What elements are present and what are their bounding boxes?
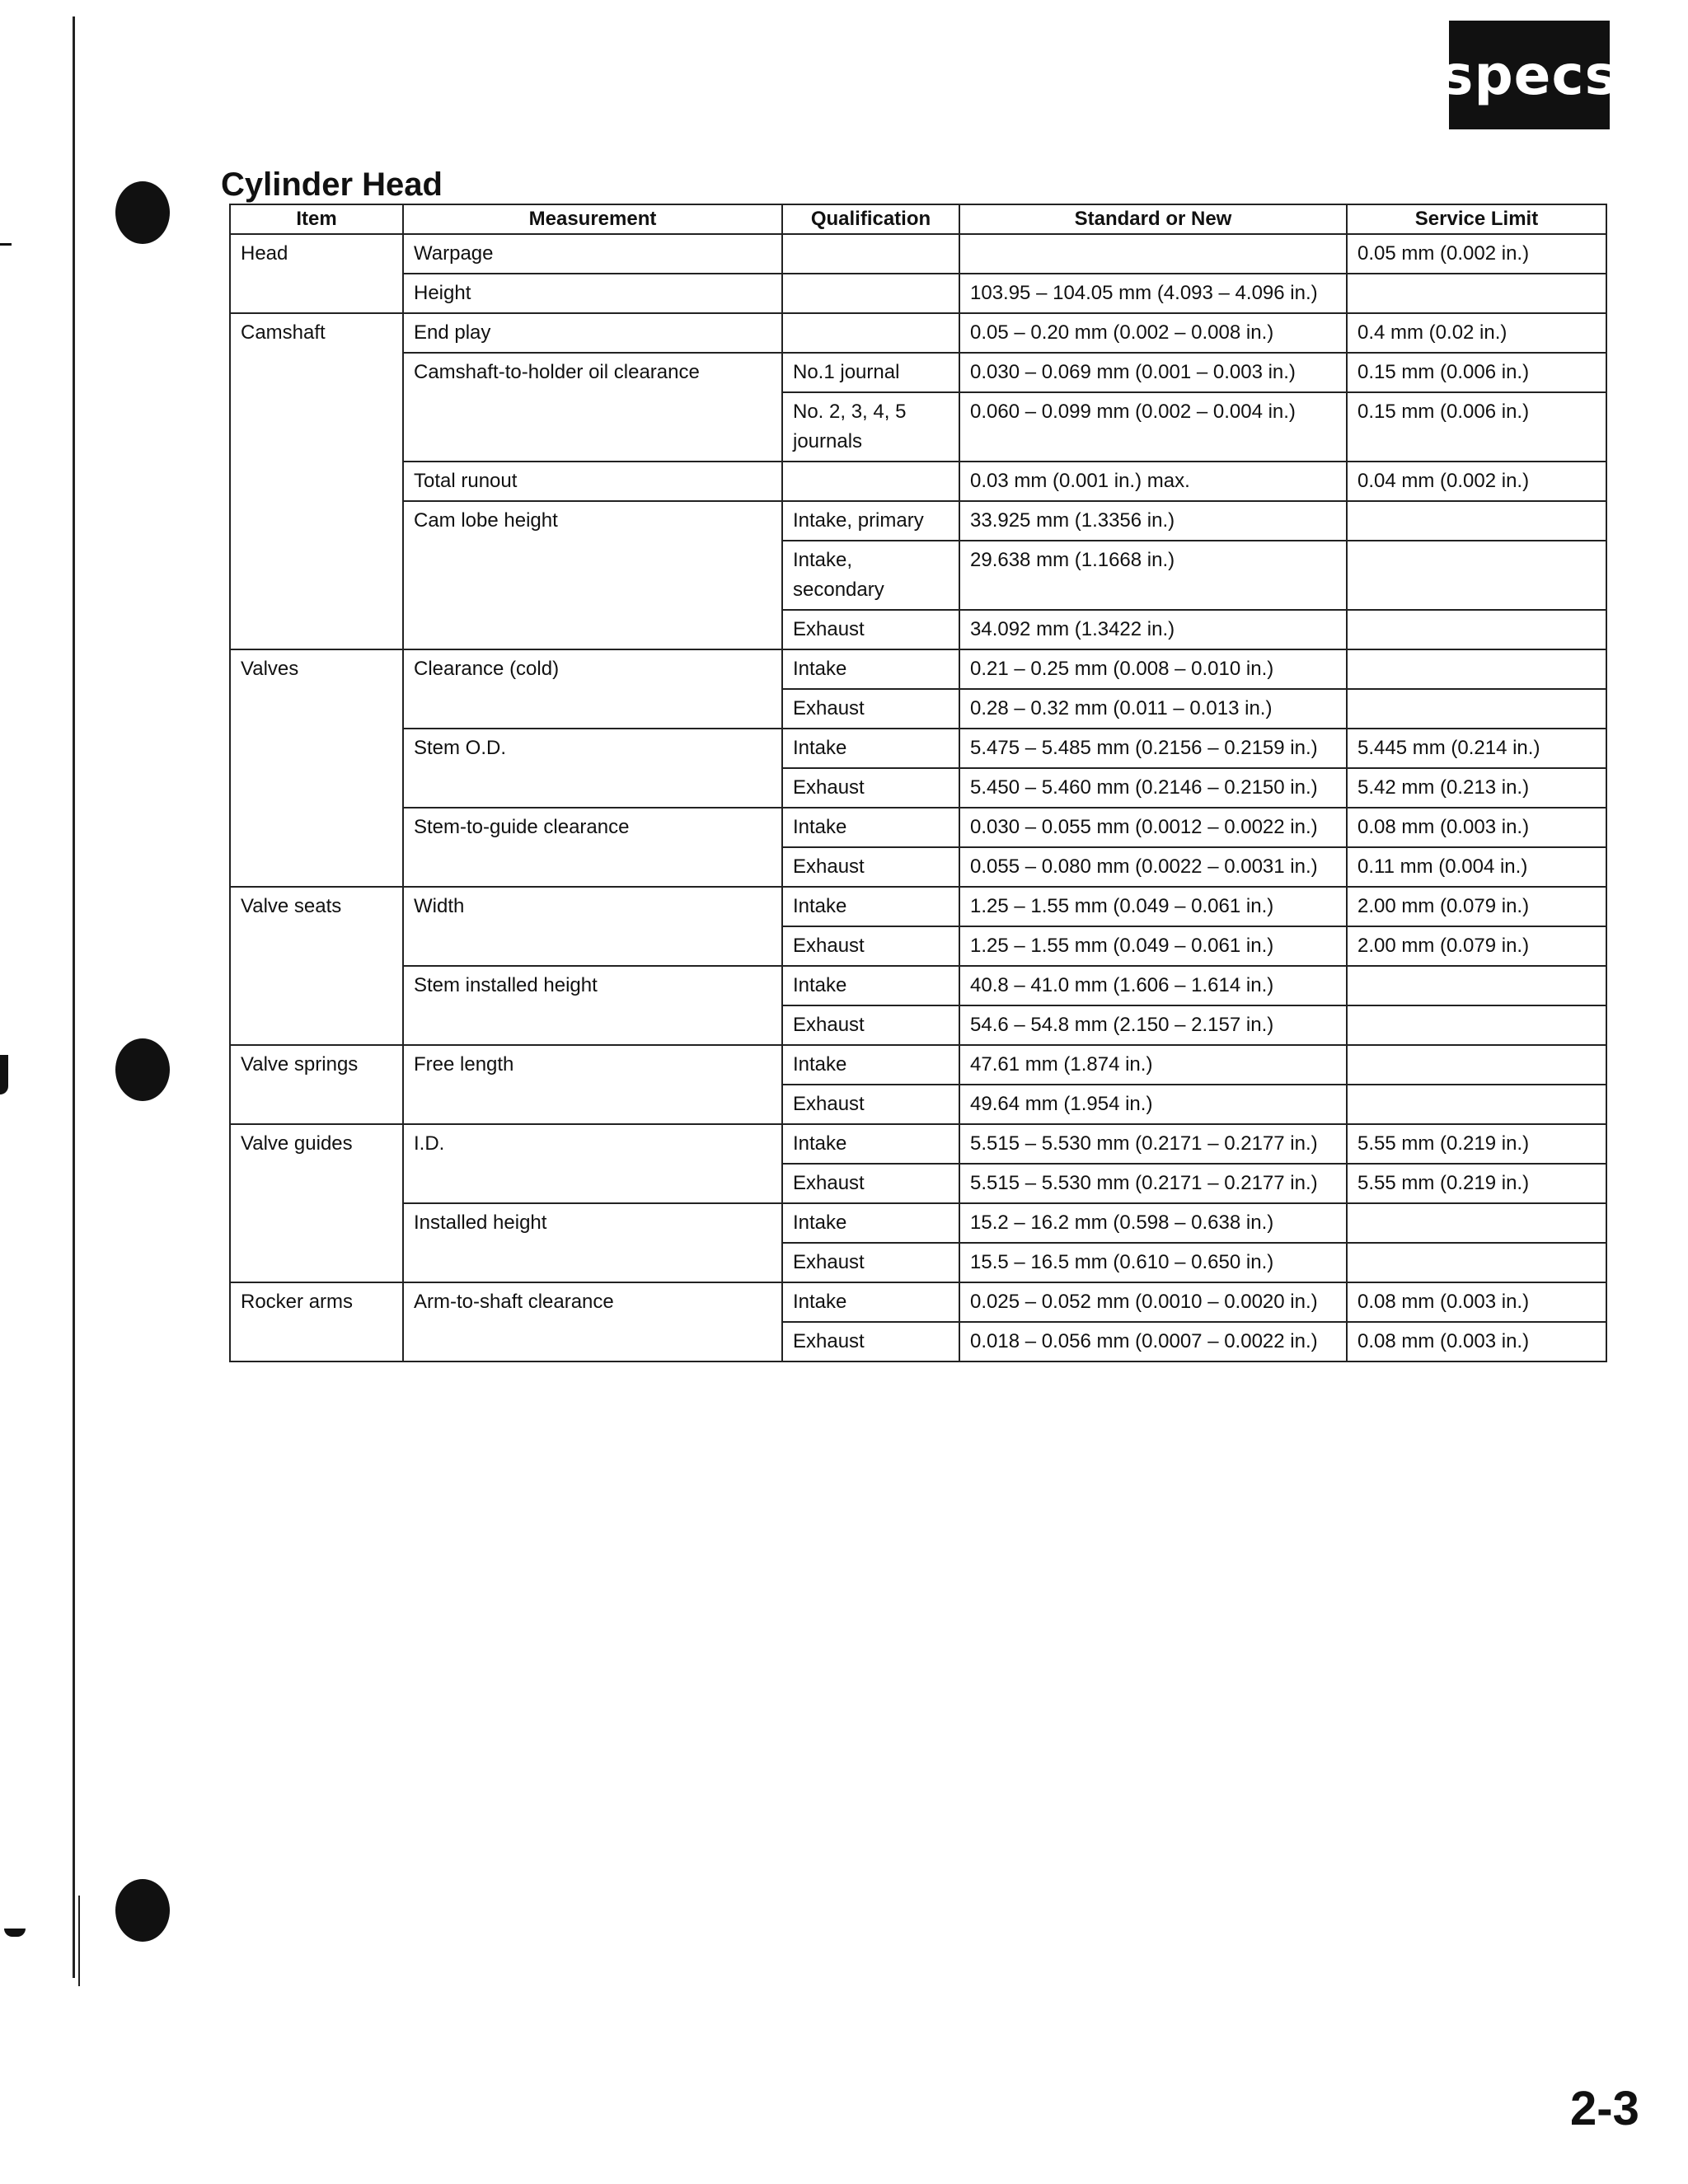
limit-cell — [1347, 689, 1606, 729]
measurement-cell: Warpage — [403, 234, 782, 274]
table-row — [230, 313, 1606, 353]
standard-cell: 34.092 mm (1.3422 in.) — [959, 610, 1347, 649]
table-row — [230, 1282, 1606, 1322]
item-cell: Head — [230, 234, 403, 313]
standard-cell: 47.61 mm (1.874 in.) — [959, 1045, 1347, 1085]
standard-cell: 29.638 mm (1.1668 in.) — [959, 541, 1347, 610]
table-row — [230, 887, 1606, 926]
edge-mark — [4, 1929, 26, 1937]
limit-cell — [1347, 1085, 1606, 1124]
limit-cell — [1347, 649, 1606, 689]
standard-cell — [959, 234, 1347, 274]
qualification-cell: Intake — [782, 649, 959, 689]
standard-cell: 0.030 – 0.069 mm (0.001 – 0.003 in.) — [959, 353, 1347, 392]
limit-cell: 0.04 mm (0.002 in.) — [1347, 462, 1606, 501]
qualification-cell: Intake — [782, 966, 959, 1005]
standard-cell: 5.515 – 5.530 mm (0.2171 – 0.2177 in.) — [959, 1164, 1347, 1203]
measurement-cell: End play — [403, 313, 782, 353]
standard-cell: 0.055 – 0.080 mm (0.0022 – 0.0031 in.) — [959, 847, 1347, 887]
measurement-cell: Height — [403, 274, 782, 313]
qualification-cell: Exhaust — [782, 1164, 959, 1203]
limit-cell — [1347, 1045, 1606, 1085]
standard-cell: 49.64 mm (1.954 in.) — [959, 1085, 1347, 1124]
standard-cell: 5.450 – 5.460 mm (0.2146 – 0.2150 in.) — [959, 768, 1347, 808]
limit-cell: 0.08 mm (0.003 in.) — [1347, 1322, 1606, 1361]
qualification-cell: No. 2, 3, 4, 5 journals — [782, 392, 959, 462]
qualification-cell: Exhaust — [782, 1005, 959, 1045]
standard-cell: 40.8 – 41.0 mm (1.606 – 1.614 in.) — [959, 966, 1347, 1005]
standard-cell: 1.25 – 1.55 mm (0.049 – 0.061 in.) — [959, 926, 1347, 966]
table-header-row — [230, 204, 1606, 234]
qualification-cell: Intake — [782, 1282, 959, 1322]
edge-mark — [0, 1055, 8, 1094]
column-header: Item — [230, 204, 403, 234]
table-row — [230, 462, 1606, 501]
standard-cell: 0.018 – 0.056 mm (0.0007 – 0.0022 in.) — [959, 1322, 1347, 1361]
limit-cell — [1347, 1243, 1606, 1282]
standard-cell: 5.515 – 5.530 mm (0.2171 – 0.2177 in.) — [959, 1124, 1347, 1164]
limit-cell: 0.11 mm (0.004 in.) — [1347, 847, 1606, 887]
standard-cell: 33.925 mm (1.3356 in.) — [959, 501, 1347, 541]
table-row — [230, 649, 1606, 689]
standard-cell: 15.5 – 16.5 mm (0.610 – 0.650 in.) — [959, 1243, 1347, 1282]
standard-cell: 54.6 – 54.8 mm (2.150 – 2.157 in.) — [959, 1005, 1347, 1045]
item-cell: Rocker arms — [230, 1282, 403, 1361]
qualification-cell: Exhaust — [782, 1085, 959, 1124]
measurement-cell: Width — [403, 887, 782, 966]
punch-hole — [115, 1879, 170, 1942]
measurement-cell: Stem installed height — [403, 966, 782, 1045]
qualification-cell: Intake, secondary — [782, 541, 959, 610]
table-row — [230, 729, 1606, 768]
qualification-cell: Intake — [782, 808, 959, 847]
table-row — [230, 501, 1606, 541]
standard-cell: 0.05 – 0.20 mm (0.002 – 0.008 in.) — [959, 313, 1347, 353]
qualification-cell: No.1 journal — [782, 353, 959, 392]
limit-cell: 0.15 mm (0.006 in.) — [1347, 353, 1606, 392]
measurement-cell: Stem-to-guide clearance — [403, 808, 782, 887]
standard-cell: 15.2 – 16.2 mm (0.598 – 0.638 in.) — [959, 1203, 1347, 1243]
qualification-cell: Intake — [782, 729, 959, 768]
table-row — [230, 808, 1606, 847]
page-number: 2-3 — [1570, 2082, 1639, 2135]
table-row — [230, 966, 1606, 1005]
qualification-cell — [782, 462, 959, 501]
limit-cell: 0.4 mm (0.02 in.) — [1347, 313, 1606, 353]
limit-cell — [1347, 501, 1606, 541]
qualification-cell: Exhaust — [782, 610, 959, 649]
qualification-cell: Intake — [782, 1124, 959, 1164]
binder-margin-line — [73, 16, 75, 1978]
binder-margin-line — [78, 1896, 80, 1986]
qualification-cell: Exhaust — [782, 1243, 959, 1282]
measurement-cell: Camshaft-to-holder oil clearance — [403, 353, 782, 462]
limit-cell — [1347, 610, 1606, 649]
limit-cell — [1347, 966, 1606, 1005]
section-tab: specs — [1449, 21, 1610, 129]
column-header: Measurement — [403, 204, 782, 234]
standard-cell: 0.025 – 0.052 mm (0.0010 – 0.0020 in.) — [959, 1282, 1347, 1322]
standard-cell: 1.25 – 1.55 mm (0.049 – 0.061 in.) — [959, 887, 1347, 926]
limit-cell: 5.55 mm (0.219 in.) — [1347, 1124, 1606, 1164]
limit-cell — [1347, 1005, 1606, 1045]
qualification-cell: Exhaust — [782, 926, 959, 966]
standard-cell: 0.21 – 0.25 mm (0.008 – 0.010 in.) — [959, 649, 1347, 689]
measurement-cell: I.D. — [403, 1124, 782, 1203]
limit-cell: 2.00 mm (0.079 in.) — [1347, 926, 1606, 966]
column-header: Service Limit — [1347, 204, 1606, 234]
edge-mark — [0, 243, 12, 246]
table-row — [230, 234, 1606, 274]
standard-cell: 103.95 – 104.05 mm (4.093 – 4.096 in.) — [959, 274, 1347, 313]
qualification-cell: Intake, primary — [782, 501, 959, 541]
measurement-cell: Arm-to-shaft clearance — [403, 1282, 782, 1361]
item-cell: Valve springs — [230, 1045, 403, 1124]
qualification-cell: Exhaust — [782, 1322, 959, 1361]
qualification-cell — [782, 274, 959, 313]
measurement-cell: Stem O.D. — [403, 729, 782, 808]
qualification-cell — [782, 234, 959, 274]
limit-cell: 2.00 mm (0.079 in.) — [1347, 887, 1606, 926]
standard-cell: 0.28 – 0.32 mm (0.011 – 0.013 in.) — [959, 689, 1347, 729]
column-header: Standard or New — [959, 204, 1347, 234]
standard-cell: 0.060 – 0.099 mm (0.002 – 0.004 in.) — [959, 392, 1347, 462]
standard-cell: 5.475 – 5.485 mm (0.2156 – 0.2159 in.) — [959, 729, 1347, 768]
standard-cell: 0.030 – 0.055 mm (0.0012 – 0.0022 in.) — [959, 808, 1347, 847]
table-row — [230, 353, 1606, 392]
limit-cell — [1347, 1203, 1606, 1243]
standard-cell: 0.03 mm (0.001 in.) max. — [959, 462, 1347, 501]
limit-cell: 0.15 mm (0.006 in.) — [1347, 392, 1606, 462]
item-cell: Camshaft — [230, 313, 403, 649]
limit-cell: 5.55 mm (0.219 in.) — [1347, 1164, 1606, 1203]
measurement-cell: Cam lobe height — [403, 501, 782, 649]
column-header: Qualification — [782, 204, 959, 234]
qualification-cell: Intake — [782, 887, 959, 926]
measurement-cell: Total runout — [403, 462, 782, 501]
measurement-cell: Installed height — [403, 1203, 782, 1282]
punch-hole — [115, 181, 170, 244]
limit-cell: 5.42 mm (0.213 in.) — [1347, 768, 1606, 808]
table-row — [230, 1124, 1606, 1164]
measurement-cell: Free length — [403, 1045, 782, 1124]
qualification-cell: Exhaust — [782, 847, 959, 887]
table-row — [230, 1203, 1606, 1243]
item-cell: Valve guides — [230, 1124, 403, 1282]
limit-cell — [1347, 541, 1606, 610]
qualification-cell — [782, 313, 959, 353]
table-row — [230, 274, 1606, 313]
table-row — [230, 1045, 1606, 1085]
qualification-cell: Intake — [782, 1203, 959, 1243]
item-cell: Valves — [230, 649, 403, 887]
qualification-cell: Intake — [782, 1045, 959, 1085]
limit-cell — [1347, 274, 1606, 313]
qualification-cell: Exhaust — [782, 689, 959, 729]
page-title: Cylinder Head — [221, 166, 443, 203]
measurement-cell: Clearance (cold) — [403, 649, 782, 729]
limit-cell: 0.08 mm (0.003 in.) — [1347, 1282, 1606, 1322]
limit-cell: 5.445 mm (0.214 in.) — [1347, 729, 1606, 768]
limit-cell: 0.08 mm (0.003 in.) — [1347, 808, 1606, 847]
punch-hole — [115, 1038, 170, 1101]
limit-cell: 0.05 mm (0.002 in.) — [1347, 234, 1606, 274]
specs-table — [229, 204, 1607, 1362]
qualification-cell: Exhaust — [782, 768, 959, 808]
item-cell: Valve seats — [230, 887, 403, 1045]
